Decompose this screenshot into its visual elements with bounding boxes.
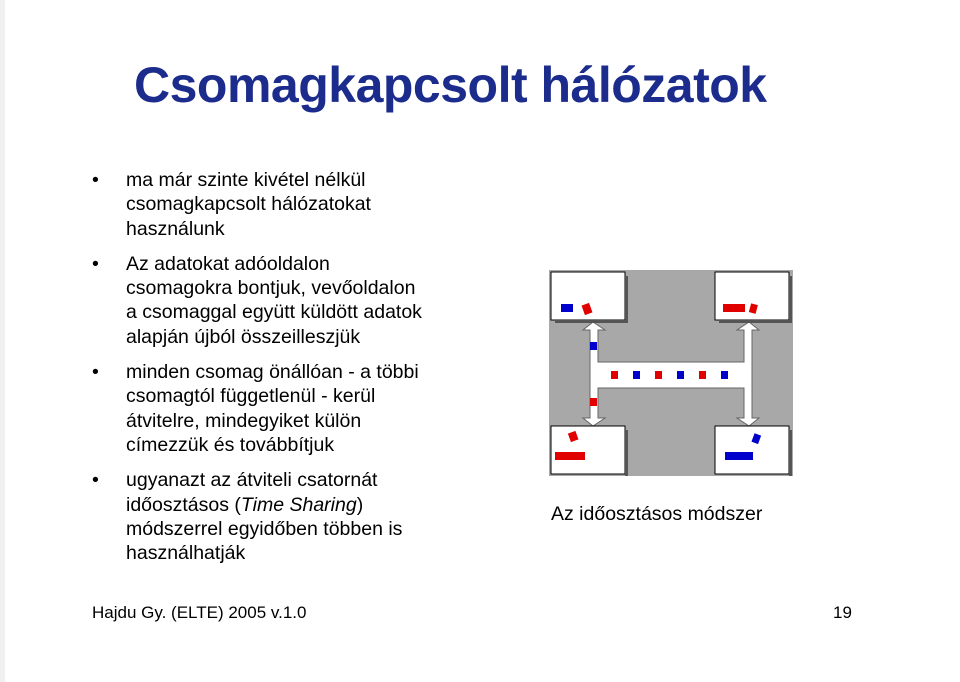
bullet-line: csomagkapcsolt hálózatokat	[126, 193, 371, 216]
bullet-line-mixed	[126, 493, 512, 517]
bullet-list	[92, 168, 512, 576]
shadow	[555, 320, 628, 323]
bullet-line: ugyanazt az átviteli csatornát	[126, 469, 378, 492]
page-number: 19	[833, 603, 852, 622]
host-box-bottom-left	[551, 426, 625, 474]
bullet-item	[92, 168, 512, 241]
packet	[725, 452, 753, 460]
shadow	[789, 430, 792, 476]
bullet-line: csomagokra bontjuk, vevőoldalon	[126, 277, 416, 300]
packet	[655, 371, 662, 379]
bullet-item	[92, 468, 512, 565]
bullet-line: módszerrel egyidőben többen is	[126, 517, 403, 540]
bullet-item	[92, 360, 512, 457]
bullet-line: minden csomag önállóan - a többi	[126, 361, 419, 384]
bullet-line: használhatják	[126, 542, 246, 565]
host-box-bottom-right	[715, 426, 789, 474]
packet	[555, 452, 585, 460]
bullet-line: csomagtól függetlenül - kerül	[126, 385, 376, 408]
figure-caption: Az időosztásos módszer	[551, 503, 763, 525]
packet	[561, 304, 573, 312]
bullet-line: átvitelre, mindegyiket külön	[126, 409, 362, 432]
bullet-dot: •	[92, 169, 99, 191]
slide-edge	[0, 0, 5, 682]
packet	[699, 371, 706, 379]
bullet-line: a csomaggal együtt küldött adatok	[126, 301, 422, 324]
bullet-dot: •	[92, 252, 99, 275]
bullet-line: Az adatokat adóoldalon	[126, 252, 330, 275]
shadow	[789, 276, 792, 322]
packet	[590, 342, 597, 350]
bullet-dot: •	[92, 469, 99, 492]
packet	[590, 398, 597, 406]
bullet-text-italic: Time Sharing	[240, 493, 357, 516]
packet	[611, 371, 618, 379]
packet	[723, 304, 745, 312]
time-sharing-diagram	[549, 270, 793, 476]
bullet-dot: •	[92, 361, 99, 384]
packet	[633, 371, 640, 379]
shadow	[719, 320, 792, 323]
packet	[721, 371, 728, 379]
shadow	[625, 430, 628, 476]
bullet-line: alapján újból összeilleszjük	[126, 325, 361, 348]
shadow	[625, 276, 628, 322]
bullet-line: ma már szinte kivétel nélkül	[126, 169, 366, 191]
bullet-line: címezzük és továbbítjuk	[126, 433, 335, 456]
bullet-text: )	[356, 493, 364, 516]
bullet-text: időosztásos (	[126, 493, 241, 516]
bullet-item	[92, 252, 512, 349]
footer-author: Hajdu Gy. (ELTE) 2005 v.1.0	[92, 603, 307, 622]
packet	[677, 371, 684, 379]
bullet-line: használunk	[126, 217, 225, 240]
slide-title: Csomagkapcsolt hálózatok	[134, 57, 767, 113]
